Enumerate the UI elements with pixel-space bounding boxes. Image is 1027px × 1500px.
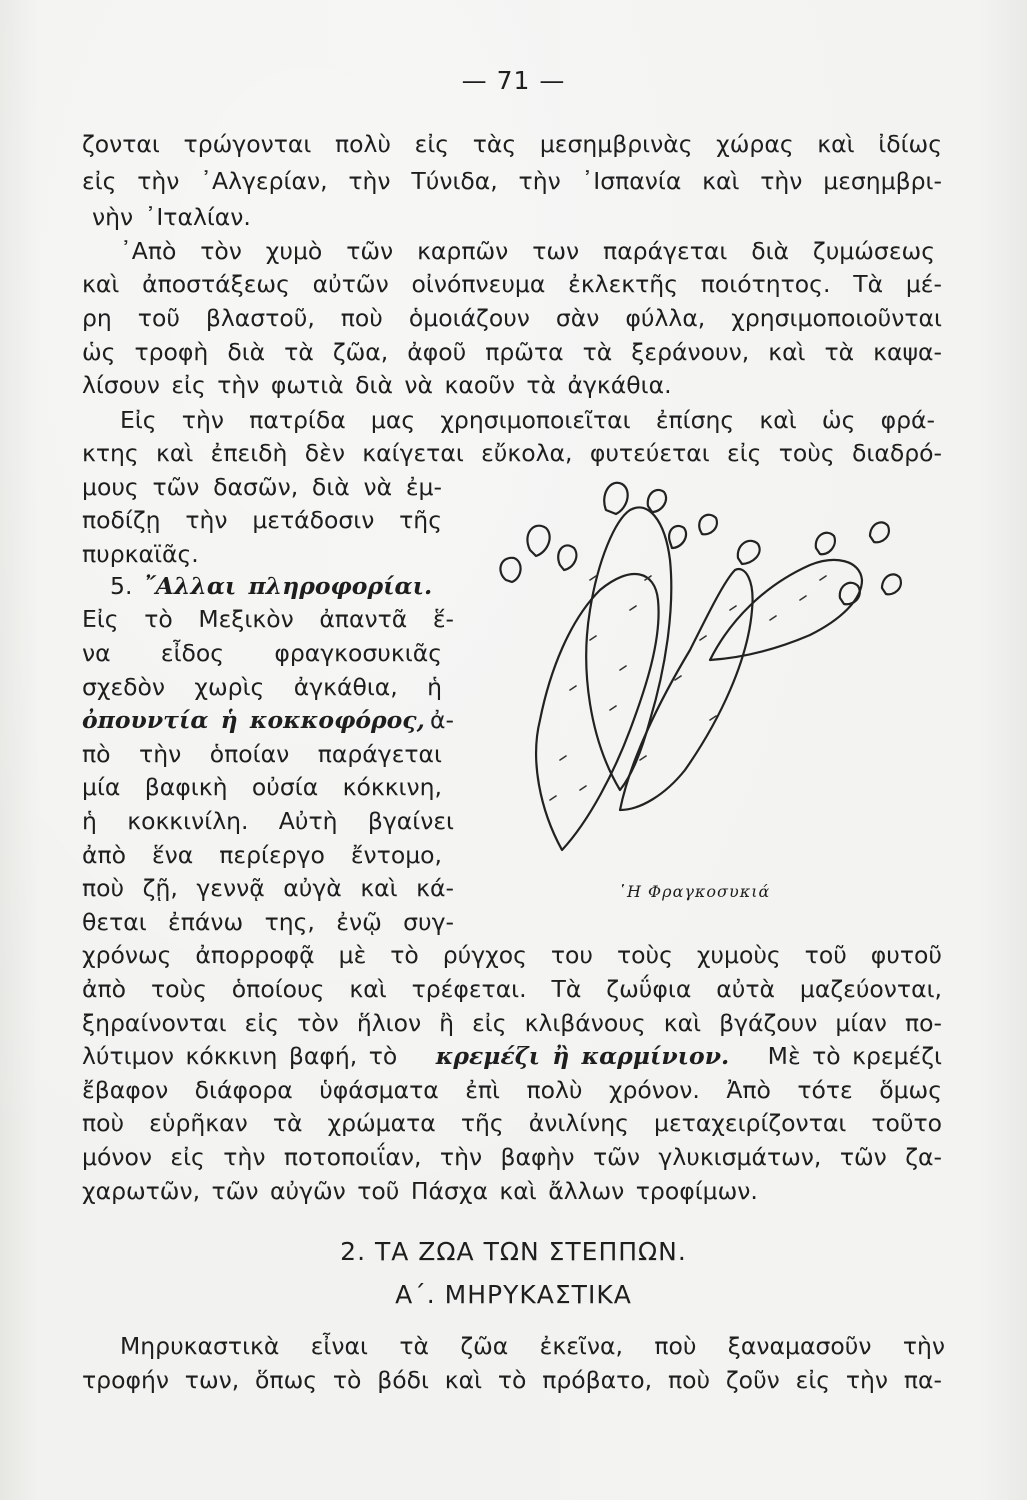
page-number: — 71 —: [461, 66, 566, 95]
prickly-pear-illustration: [470, 470, 990, 870]
chapter-heading: 2. ΤΑ ΖΩΑ ΤΩΝ ΣΤΕΠΠΩΝ.: [340, 1237, 687, 1266]
text-line: χαρωτῶν, τῶν αὐγῶν τοῦ Πάσχα καὶ ἄλλων τροφίμων.: [82, 1177, 758, 1205]
text-line: ζονται τρώγονται πολὺ εἰς τὰς μεσημβρινὰς χώρας καὶ ἰδίως: [82, 130, 942, 158]
text-line: ξηραίνονται εἰς τὸν ἥλιον ἢ εἰς κλιβάνους καὶ βγάζουν μίαν πο-: [82, 1009, 942, 1037]
text-line: Εἰς τὴν πατρίδα μας χρησιμοποιεῖται ἐπίσης καὶ ὡς φρά-: [120, 406, 935, 434]
text-line: σχεδὸν χωρὶς ἀγκάθια, ἡ: [82, 673, 442, 701]
term-tail: ἀ-: [430, 706, 454, 734]
subchapter-heading: Α΄. ΜΗΡΥΚΑΣΤΙΚΑ: [395, 1280, 632, 1309]
text-segment: Μὲ τὸ κρεμέζι: [767, 1042, 942, 1070]
text-line: ᾿Απὸ τὸν χυμὸ τῶν καρπῶν των παράγεται διὰ ζυμώσεως: [120, 237, 935, 265]
text-line: [82, 704, 454, 736]
text-line: χρόνως ἀπορροφᾷ μὲ τὸ ρύγχος του τοὺς χυμοὺς τοῦ φυτοῦ: [82, 941, 942, 969]
text-line: νὴν ᾿Ιταλίαν.: [92, 203, 251, 231]
text-line: [82, 1040, 942, 1072]
text-line: πυρκαϊᾶς.: [82, 540, 199, 568]
text-line: ἀπὸ ἕνα περίεργο ἔντομο,: [82, 841, 442, 869]
text-line: ποδίζῃ τὴν μετάδοσιν τῆς: [82, 506, 442, 534]
text-line: Εἰς τὸ Μεξικὸν ἀπαντᾶ ἕ-: [82, 605, 454, 633]
text-line: ποὺ ζῇ, γεννᾷ αὐγὰ καὶ κά-: [82, 874, 454, 902]
text-line: θεται ἐπάνω της, ἐνῷ συγ-: [82, 908, 454, 936]
term-opuntia: ὀπουντία ἡ κοκκοφόρος,: [82, 706, 425, 734]
text-line: εἰς τὴν ᾿Αλγερίαν, τὴν Τύνιδα, τὴν ᾿Ισπανία καὶ τὴν μεσημβρι-: [82, 167, 942, 195]
text-line: καὶ ἀποστάξεως αὐτῶν οἰνόπνευμα ἐκλεκτῆς ποιότητος. Τὰ μέ-: [82, 270, 942, 298]
text-line: μόνον εἰς τὴν ποτοποιΐαν, τὴν βαφὴν τῶν γλυκισμάτων, τῶν ζα-: [82, 1143, 942, 1171]
text-line: ἔβαφον διάφορα ὑφάσματα ἐπὶ πολὺ χρόνον. Ἀπὸ τότε ὅμως: [82, 1076, 942, 1104]
text-line: μία βαφικὴ οὐσία κόκκινη,: [82, 773, 442, 801]
text-line: ὡς τροφὴ διὰ τὰ ζῶα, ἀφοῦ πρῶτα τὰ ξεράνουν, καὶ τὰ καψα-: [82, 338, 942, 366]
term-kremezi: κρεμέζι ἢ καρμίνιον.: [435, 1042, 730, 1070]
text-line: πὸ τὴν ὁποίαν παράγεται: [82, 740, 442, 768]
text-line: ρη τοῦ βλαστοῦ, ποὺ ὁμοιάζουν σὰν φύλλα, χρησιμοποιοῦνται: [82, 304, 942, 332]
text-line: ἡ κοκκινίλη. Αὐτὴ βγαίνει: [82, 807, 454, 835]
text-line: λίσουν εἰς τὴν φωτιὰ διὰ νὰ καοῦν τὰ ἀγκάθια.: [82, 371, 672, 399]
section-heading: [110, 570, 505, 602]
section-title: ῎Αλλαι πληροφορίαι.: [143, 572, 433, 600]
text-line: μους τῶν δασῶν, διὰ νὰ ἐμ-: [82, 473, 442, 501]
section-number: 5.: [110, 572, 133, 600]
text-line: να εἶδος φραγκοσυκιᾶς: [82, 639, 442, 667]
figure-caption: ῾Η Φραγκοσυκιά: [618, 882, 771, 901]
text-line: ποὺ εὑρῆκαν τὰ χρώματα τῆς ἀνιλίνης μεταχειρίζονται τοῦτο: [82, 1109, 942, 1137]
text-line: ἀπὸ τοὺς ὁποίους καὶ τρέφεται. Τὰ ζωΰφια αὐτὰ μαζεύονται,: [82, 975, 942, 1003]
text-line: Μηρυκαστικὰ εἶναι τὰ ζῶα ἐκεῖνα, ποὺ ξαναμασοῦν τὴν: [120, 1332, 945, 1360]
text-segment: λύτιμον κόκκινη βαφή, τὸ: [82, 1042, 398, 1070]
text-line: κτης καὶ ἐπειδὴ δὲν καίγεται εὔκολα, φυτεύεται εἰς τοὺς διαδρό-: [82, 439, 942, 467]
text-line: τροφήν των, ὅπως τὸ βόδι καὶ τὸ πρόβατο, ποὺ ζοῦν εἰς τὴν πα-: [82, 1366, 942, 1394]
